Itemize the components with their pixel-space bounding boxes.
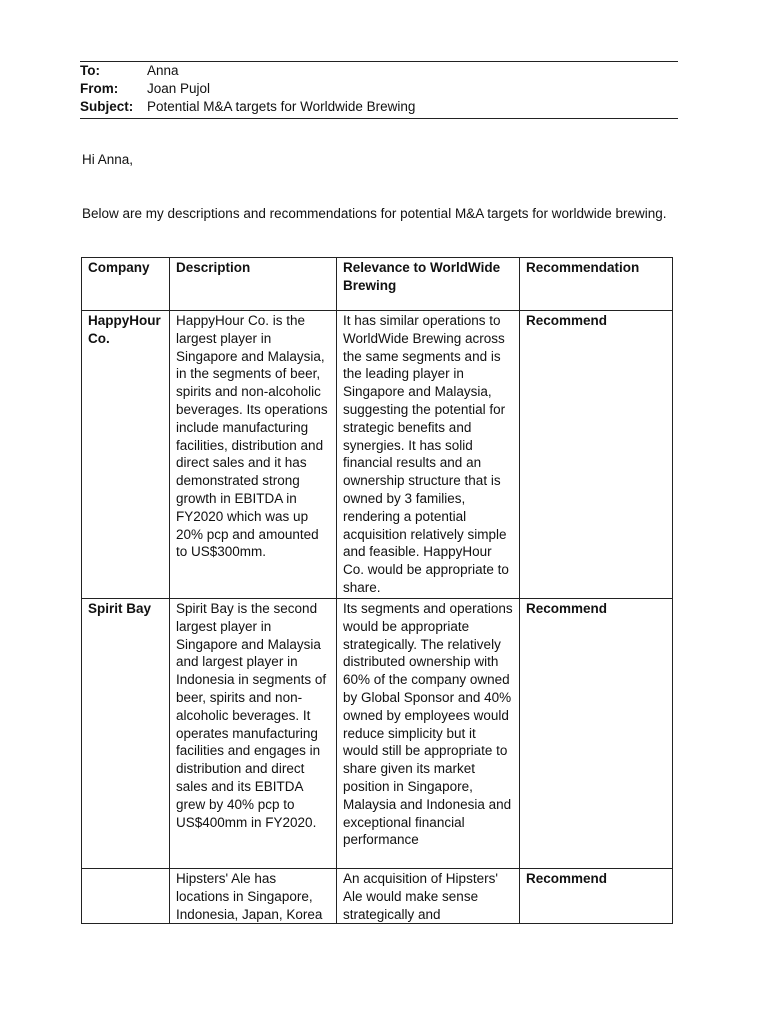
from-label: From: — [80, 81, 119, 96]
targets-table — [81, 257, 673, 924]
header-recommendation: Recommendation — [520, 258, 673, 311]
memo-header — [80, 61, 678, 119]
table-row — [82, 599, 673, 869]
company-cell: Spirit Bay — [82, 599, 170, 869]
company-cell — [82, 869, 170, 924]
header-company: Company — [82, 258, 170, 311]
table-row — [82, 869, 673, 924]
recommendation-cell: Recommend — [520, 311, 673, 599]
recommendation-cell: Recommend — [520, 869, 673, 924]
memo-to-row — [80, 62, 678, 80]
header-relevance: Relevance to WorldWide Brewing — [337, 258, 520, 311]
relevance-cell: It has similar operations to WorldWide Brewing across the same segments and is the leading player in Singapore and Malaysia, suggesting the potential for strategic benefits and synergies. It has solid financial results and an ownership structure that is owned by 3 families, rendering a potential acquisition relatively simple and feasible. HappyHour Co. would be appropriate to share. — [337, 311, 520, 599]
relevance-cell: An acquisition of Hipsters' Ale would make sense strategically and — [337, 869, 520, 924]
table-header-row — [82, 258, 673, 311]
memo-subject-row — [80, 98, 678, 116]
description-cell: Hipsters' Ale has locations in Singapore, Indonesia, Japan, Korea — [170, 869, 337, 924]
subject-label: Subject: — [80, 99, 134, 114]
to-label: To: — [80, 63, 100, 78]
from-value: Joan Pujol — [147, 81, 211, 96]
intro-paragraph: Below are my descriptions and recommendations for potential M&A targets for worldwide brewing. — [82, 206, 667, 221]
table-row — [82, 311, 673, 599]
description-cell: Spirit Bay is the second largest player in Singapore and Malaysia and largest player in Indonesia in segments of beer, spirits and non-alcoholic beverages. It operates manufacturing facilities and engages in distribution and direct sales and its EBITDA grew by 40% pcp to US$400mm in FY2020. — [170, 599, 337, 869]
greeting: Hi Anna, — [82, 152, 134, 167]
description-cell: HappyHour Co. is the largest player in Singapore and Malaysia, in the segments of beer, spirits and non-alcoholic beverages. Its operations include manufacturing facilities, distribution and direct sales and it has demonstrated strong growth in EBITDA in FY2020 which was up 20% pcp and amounted to US$300mm. — [170, 311, 337, 599]
header-description: Description — [170, 258, 337, 311]
company-cell: HappyHour Co. — [82, 311, 170, 599]
relevance-cell: Its segments and operations would be appropriate strategically. The relatively distributed ownership with 60% of the company owned by Global Sponsor and 40% owned by employees would reduce simplicity but it would still be appropriate to share given its market position in Singapore, Malaysia and Indonesia and exceptional financial performance — [337, 599, 520, 869]
subject-value: Potential M&A targets for Worldwide Brewing — [147, 99, 416, 114]
to-value: Anna — [147, 63, 179, 78]
recommendation-cell: Recommend — [520, 599, 673, 869]
memo-from-row — [80, 80, 678, 98]
